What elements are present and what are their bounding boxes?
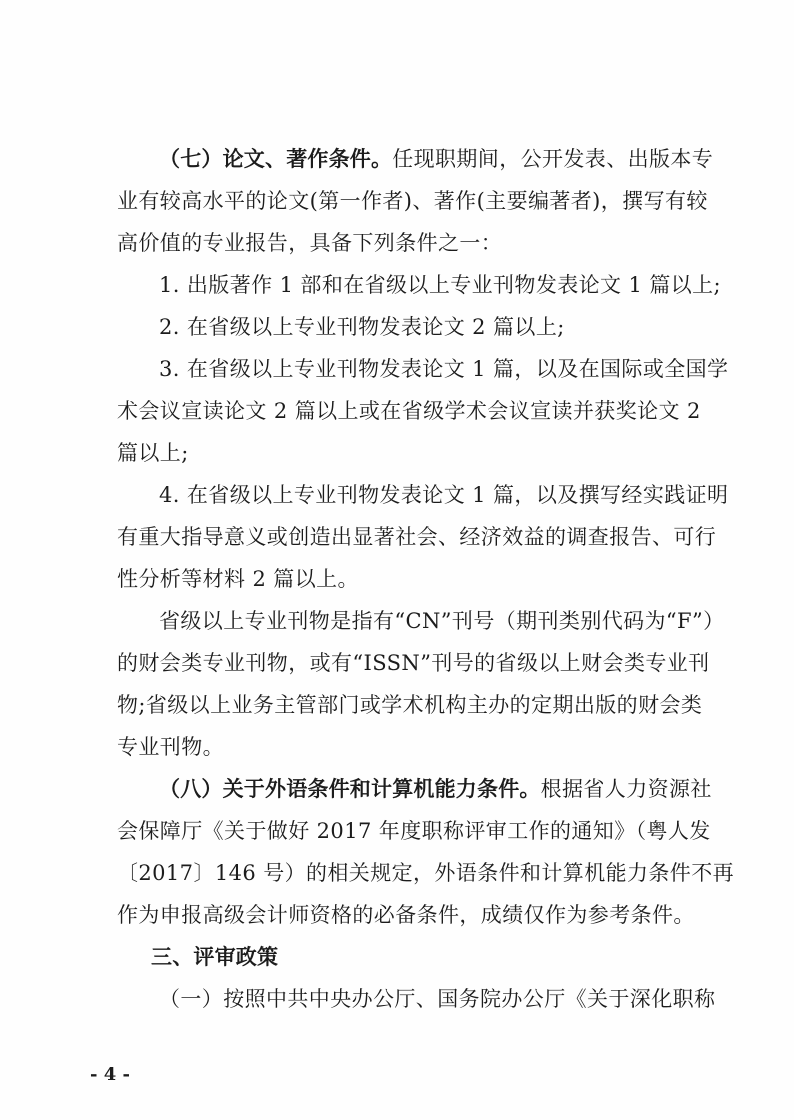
- section-7-item-3-line-2: 术会议宣读论文 2 篇以上或在省级学术会议宣读并获奖论文 2: [117, 399, 701, 423]
- section-8-text-line-2: 会保障厅《关于做好 2017 年度职称评审工作的通知》（粤人发: [117, 819, 711, 843]
- section-7-item-1: 1. 出版著作 1 部和在省级以上专业刊物发表论文 1 篇以上;: [159, 273, 722, 297]
- section-8-text-line-1: 根据省人力资源社: [540, 777, 712, 801]
- section-7-note-line-1: 省级以上专业刊物是指有“CN”刊号（期刊类别代码为“F”）: [159, 609, 725, 633]
- section-7-note-line-2: 的财会类专业刊物，或有“ISSN”刊号的省级以上财会类专业刊: [117, 651, 710, 675]
- section-7-item-2: 2. 在省级以上专业刊物发表论文 2 篇以上;: [159, 315, 565, 339]
- section-7-item-4-line-3: 性分析等材料 2 篇以上。: [117, 567, 359, 591]
- section-8-first-line: [159, 773, 712, 805]
- section-7-note-line-4: 专业刊物。: [117, 735, 224, 759]
- section-7-item-4-line-1: 4. 在省级以上专业刊物发表论文 1 篇，以及撰写经实践证明: [159, 483, 729, 507]
- section-7-first-line: [159, 143, 714, 175]
- section-7-intro-line-1: 任现职期间，公开发表、出版本专: [392, 147, 714, 171]
- section-7-item-3-line-1: 3. 在省级以上专业刊物发表论文 1 篇，以及在国际或全国学: [159, 357, 729, 381]
- page-number: - 4 -: [90, 1064, 130, 1085]
- section-7-note-line-3: 物;省级以上业务主管部门或学术机构主办的定期出版的财会类: [117, 693, 703, 717]
- section-8-text-line-3: 〔2017〕146 号）的相关规定，外语条件和计算机能力条件不再: [117, 861, 734, 885]
- section-7-intro-line-3: 高价值的专业报告，具备下列条件之一：: [117, 231, 503, 255]
- section-8-text-line-4: 作为申报高级会计师资格的必备条件，成绩仅作为参考条件。: [117, 903, 695, 927]
- section-8-heading: （八）关于外语条件和计算机能力条件。: [159, 777, 541, 801]
- section-3-heading: 三、评审政策: [151, 945, 279, 969]
- section-7-heading: （七）论文、著作条件。: [159, 147, 393, 171]
- section-7-item-4-line-2: 有重大指导意义或创造出显著社会、经济效益的调查报告、可行: [117, 525, 717, 549]
- section-7-item-3-line-3: 篇以上;: [117, 441, 189, 465]
- section-7-intro-line-2: 业有较高水平的论文(第一作者)、著作(主要编著者)，撰写有较: [117, 189, 708, 213]
- section-3-sub-1-line-1: （一）按照中共中央办公厅、国务院办公厅《关于深化职称: [159, 987, 716, 1011]
